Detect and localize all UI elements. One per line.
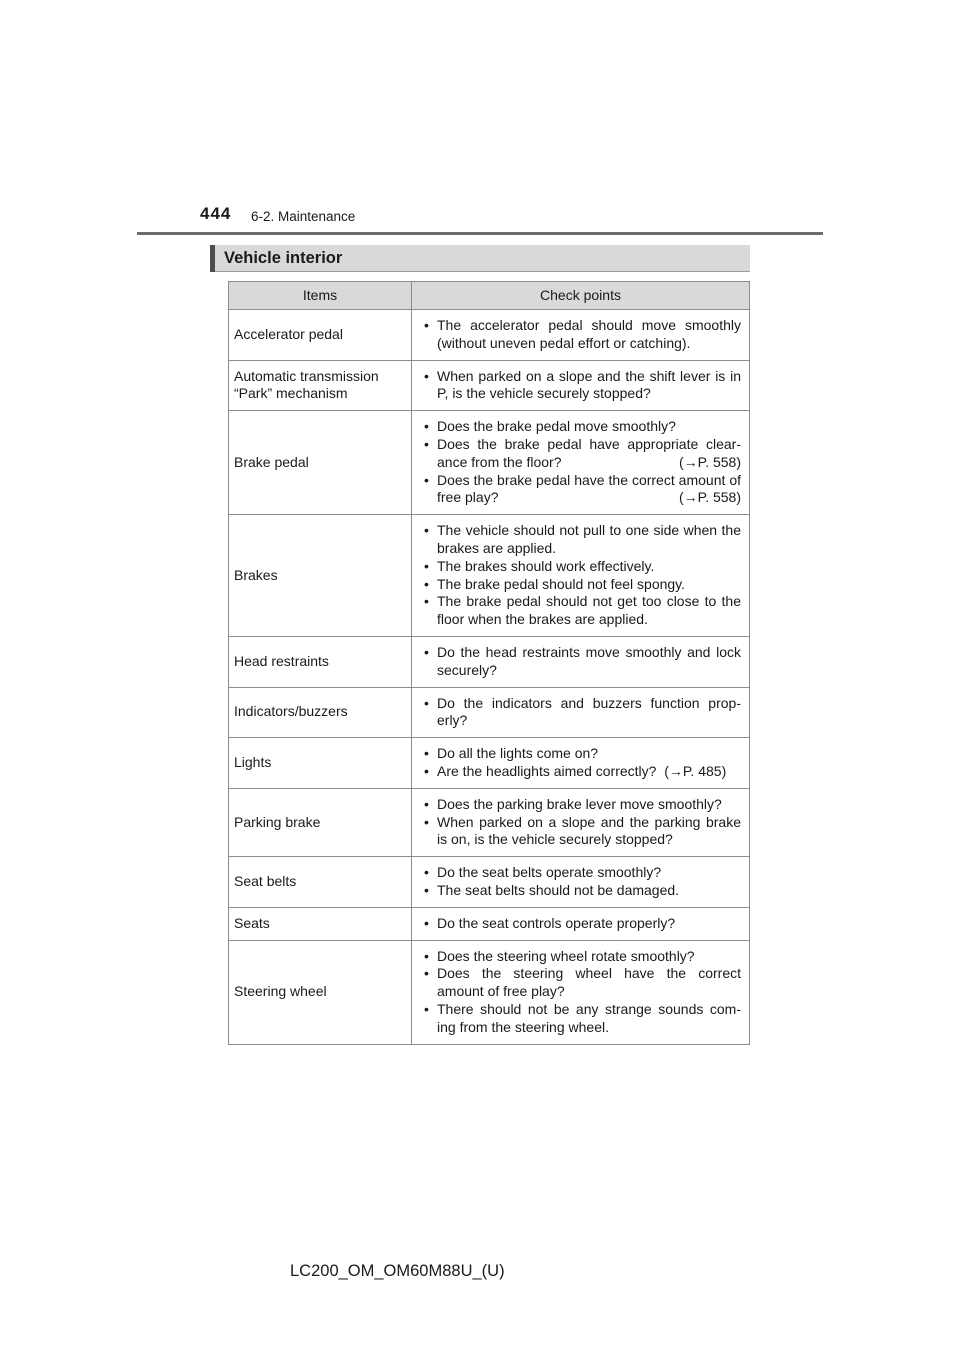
check-point [420,522,741,558]
check-point-text: The brakes should work effectively. [437,557,655,574]
check-point-text: Do all the lights come on? [437,745,599,762]
check-points-cell [412,857,750,908]
check-points-list [420,695,741,731]
check-points-list [420,368,741,404]
check-point [420,814,741,850]
check-point [420,368,741,404]
item-cell: Seats [229,907,412,940]
check-point-text: Do the indicators and buzzers function prop-erly? [437,694,741,729]
table-row [229,310,750,361]
check-point [420,864,741,882]
check-point-text: Does the brake pedal have appropriate clear-ance from the floor? [437,435,741,470]
table-row [229,411,750,515]
check-points-cell [412,788,750,856]
check-point-text: When parked on a slope and the shift lever is in P, is the vehicle securely stopped? [437,367,741,402]
check-point-text: The brake pedal should not feel spongy. [437,575,686,592]
check-points-cell [412,360,750,411]
table-row [229,687,750,738]
check-point [420,695,741,731]
header-rule [137,232,823,235]
page-reference: (→P. 558) [679,453,741,470]
check-point [420,558,741,576]
section-title-accent [210,245,215,272]
check-point-text: The brake pedal should not get too close to the floor when the brakes are applied. [437,593,741,628]
check-point-text: The vehicle should not pull to one side when the brakes are applied. [437,522,741,556]
table-row [229,515,750,637]
check-points-cell [412,907,750,940]
table-row [229,907,750,940]
check-point [420,576,741,594]
table-row [229,360,750,411]
check-point [420,796,741,814]
check-points-list [420,317,741,353]
check-point [420,418,741,436]
check-point-text: Does the steering wheel rotate smoothly? [437,947,695,964]
check-points-list [420,418,741,507]
item-cell: Automatic transmission “Park” mechanism [229,360,412,411]
check-points-cell [412,636,750,687]
item-cell: Steering wheel [229,940,412,1044]
check-point-text: There should not be any strange sounds com-ing from the steering wheel. [437,1000,741,1035]
page-reference: (→P. 558) [679,489,741,506]
check-points-list [420,915,741,933]
check-point [420,948,741,966]
item-cell: Brakes [229,515,412,637]
item-cell: Seat belts [229,857,412,908]
check-table [228,281,750,1045]
check-points-list [420,644,741,680]
check-point [420,965,741,1001]
page-reference: (→P. 485) [664,762,727,779]
table-row [229,788,750,856]
item-cell: Lights [229,738,412,789]
check-points-list [420,796,741,849]
column-header-items: Items [229,282,412,310]
table-row [229,940,750,1044]
check-point [420,745,741,763]
check-point [420,593,741,629]
manual-code: LC200_OM_OM60M88U_(U) [290,1262,505,1280]
check-point [420,882,741,900]
section-title: Vehicle interior [224,249,343,267]
table-row [229,857,750,908]
check-points-cell [412,687,750,738]
table-header-row [229,282,750,310]
table-body [229,310,750,1045]
check-point-text: The seat belts should not be damaged. [437,881,680,898]
item-cell: Accelerator pedal [229,310,412,361]
check-points-cell [412,738,750,789]
check-point-text: Do the seat belts operate smoothly? [437,864,662,881]
check-point [420,317,741,353]
check-point-text: Do the head restraints move smoothly and lock securely? [437,643,741,678]
check-point-text: When parked on a slope and the parking brake is on, is the vehicle securely stopped? [437,813,741,848]
check-point-text: Does the parking brake lever move smoothly? [437,795,722,812]
check-points-list [420,948,741,1037]
check-points-cell [412,515,750,637]
item-cell: Indicators/buzzers [229,687,412,738]
check-point [420,472,741,508]
check-points-cell [412,940,750,1044]
check-point-text: The accelerator pedal should move smoothly (without uneven pedal effort or catching). [437,317,741,351]
check-points-list [420,864,741,900]
check-points-list [420,522,741,629]
check-point [420,915,741,933]
check-point-text: Are the headlights aimed correctly? [437,762,657,779]
section-title-bar [210,245,750,272]
check-point [420,436,741,472]
column-header-check-points: Check points [412,282,750,310]
check-point-text: Does the brake pedal have the correct amount of free play? [437,471,741,506]
check-points-list [420,745,741,781]
item-cell: Parking brake [229,788,412,856]
check-point-text: Do the seat controls operate properly? [437,914,676,931]
check-point-text: Does the brake pedal move smoothly? [437,418,676,435]
check-points-cell [412,411,750,515]
check-point-text: Does the steering wheel have the correct amount of free play? [437,965,741,1000]
table-row [229,738,750,789]
item-cell: Brake pedal [229,411,412,515]
page-number: 444 [200,204,232,223]
item-cell: Head restraints [229,636,412,687]
check-point [420,763,741,781]
check-point [420,1001,741,1037]
section-label: 6-2. Maintenance [251,209,356,224]
check-point [420,644,741,680]
check-points-cell [412,310,750,361]
table-row [229,636,750,687]
